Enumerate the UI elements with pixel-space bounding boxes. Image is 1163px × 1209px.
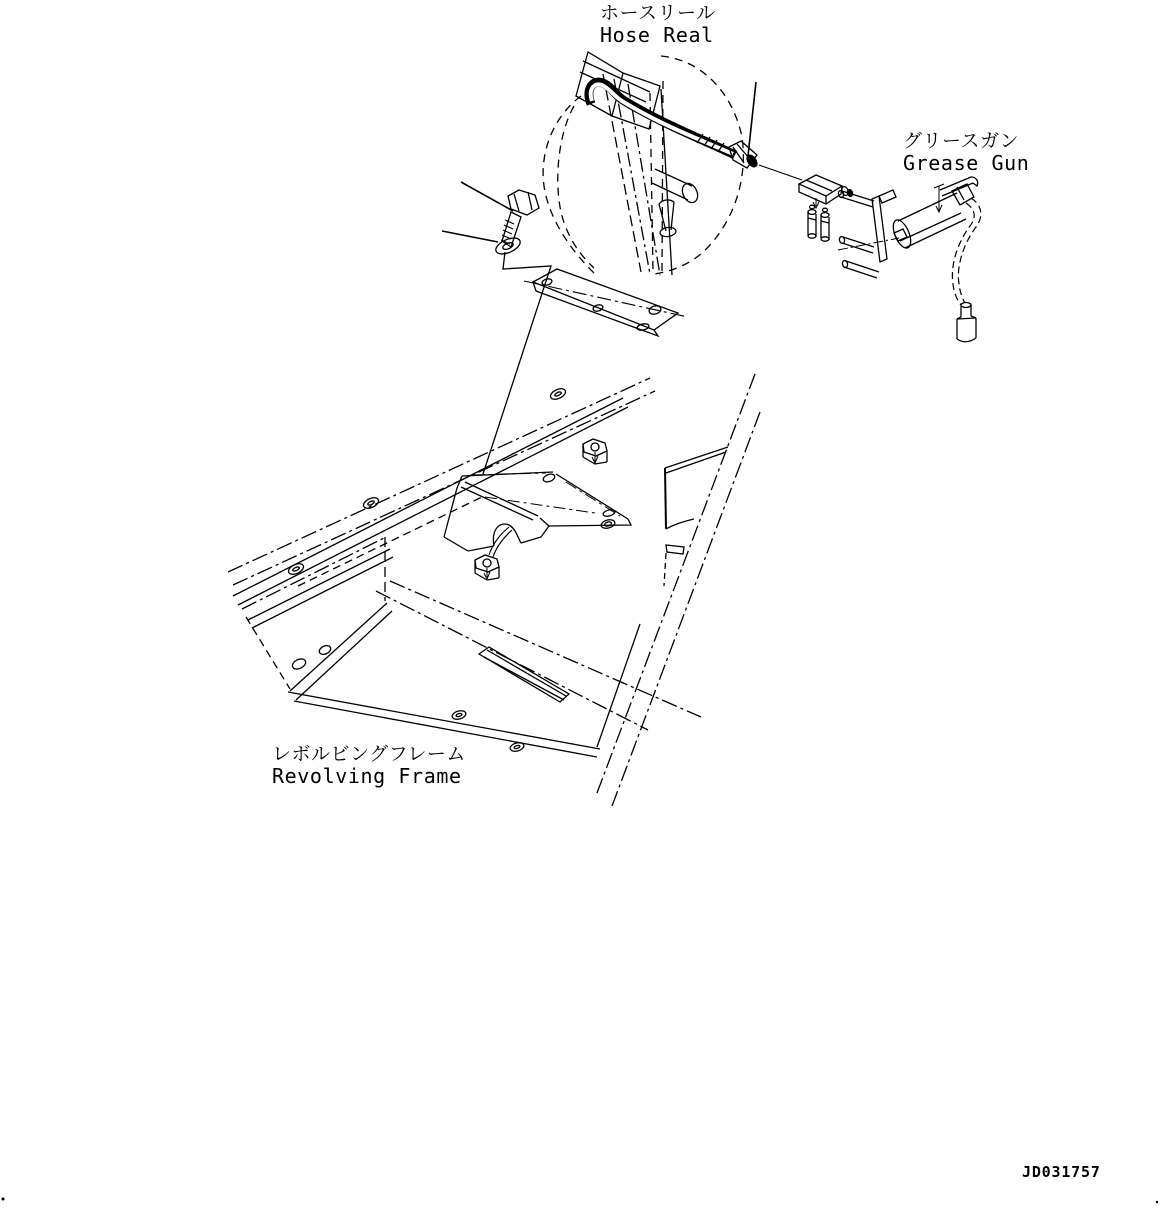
bolt-drawing	[501, 190, 539, 247]
hose-reel-drawing	[524, 52, 743, 336]
gun-hose	[952, 198, 980, 342]
print-dot-left	[2, 1198, 5, 1201]
grease-gun-drawing	[799, 175, 981, 342]
hose-reel-label	[600, 2, 716, 48]
revolving-frame-label-ja: レボルビングフレーム	[272, 743, 466, 765]
revolving-frame-label	[272, 743, 466, 789]
drawing-number: JD031757	[1022, 1163, 1101, 1181]
side-wedge-panel	[664, 447, 728, 586]
revolving-frame-label-en: Revolving Frame	[272, 764, 462, 789]
grease-gun-label-en: Grease Gun	[903, 151, 1030, 176]
print-dot-right	[1156, 1201, 1158, 1203]
mounting-bracket	[444, 472, 631, 557]
gun-body	[890, 177, 978, 251]
weld-nut-block-lower	[475, 555, 499, 580]
hose-reel-label-en: Hose Real	[600, 23, 714, 48]
hose-reel-label-ja: ホースリール	[600, 2, 716, 24]
pins	[808, 205, 829, 241]
grease-gun-label-ja: グリースガン	[903, 130, 1020, 152]
holder-bracket	[838, 190, 899, 278]
leader-lines	[442, 82, 802, 474]
hose-drawing	[589, 82, 759, 169]
weld-nut-block-upper	[583, 439, 607, 464]
frame-slot	[479, 647, 569, 702]
grease-gun-label	[903, 130, 1029, 176]
